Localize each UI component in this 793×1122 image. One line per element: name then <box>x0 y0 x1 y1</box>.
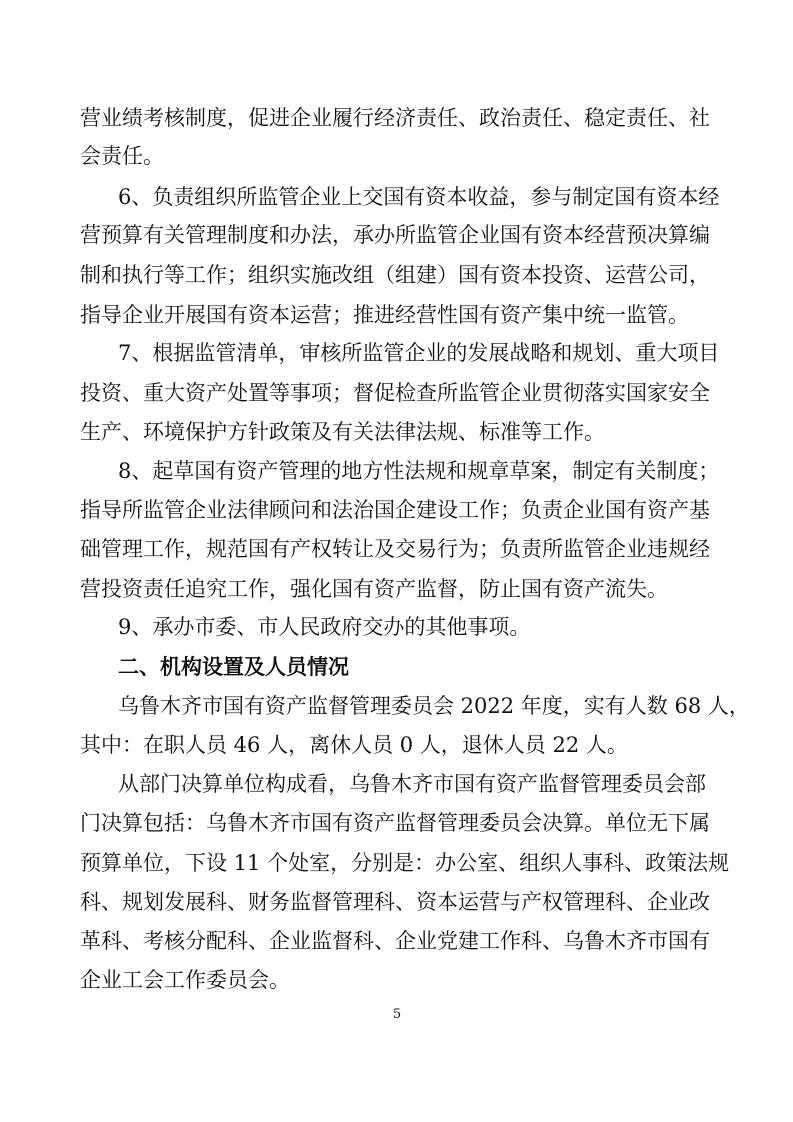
paragraph-line: 预算单位，下设 11 个处室，分别是：办公室、组织人事科、政策法规 <box>80 851 730 875</box>
paragraph-line: 其中：在职人员 46 人，离休人员 0 人，退休人员 22 人。 <box>80 733 628 757</box>
paragraph-line: 营投资责任追究工作，强化国有资产监督，防止国有资产流失。 <box>80 577 668 601</box>
paragraph-line: 6、负责组织所监管企业上交国有资本收益，参与制定国有资本经 <box>118 185 720 209</box>
paragraph-line: 础管理工作，规范国有产权转让及交易行为；负责所监管企业违规经 <box>80 537 710 561</box>
paragraph-line: 会责任。 <box>80 144 164 168</box>
paragraph-line: 指导企业开展国有资本运营；推进经营性国有资产集中统一监管。 <box>80 303 689 327</box>
paragraph-line: 企业工会工作委员会。 <box>80 968 290 992</box>
paragraph-line: 营业绩考核制度，促进企业履行经济责任、政治责任、稳定责任、社 <box>80 106 710 130</box>
paragraph-line: 指导所监管企业法律顾问和法治国企建设工作；负责企业国有资产基 <box>80 498 710 522</box>
paragraph-line: 7、根据监管清单，审核所监管企业的发展战略和规划、重大项目 <box>118 341 720 365</box>
paragraph-line: 从部门决算单位构成看，乌鲁木齐市国有资产监督管理委员会部 <box>118 772 706 796</box>
page-number: 5 <box>392 1007 402 1022</box>
paragraph-line: 制和执行等工作；组织实施改组（组建）国有资本投资、运营公司， <box>80 263 710 287</box>
paragraph-line: 8、起草国有资产管理的地方性法规和规章草案，制定有关制度； <box>118 459 720 483</box>
paragraph-line: 营预算有关管理制度和办法，承办所监管企业国有资本经营预决算编 <box>80 223 710 247</box>
paragraph-line: 门决算包括：乌鲁木齐市国有资产监督管理委员会决算。单位无下属 <box>80 811 710 835</box>
paragraph-line: 乌鲁木齐市国有资产监督管理委员会 2022 年度，实有人数 68 人， <box>118 694 750 718</box>
paragraph-line: 革科、考核分配科、企业监督科、企业党建工作科、乌鲁木齐市国有 <box>80 929 710 953</box>
paragraph-line: 科、规划发展科、财务监督管理科、资本运营与产权管理科、企业改 <box>80 890 710 914</box>
section-heading: 二、机构设置及人员情况 <box>118 655 349 679</box>
paragraph-line: 投资、重大资产处置等事项；督促检查所监管企业贯彻落实国家安全 <box>80 381 710 405</box>
paragraph-line: 生产、环境保护方针政策及有关法律法规、标准等工作。 <box>80 420 605 444</box>
paragraph-line: 9、承办市委、市人民政府交办的其他事项。 <box>118 615 531 639</box>
